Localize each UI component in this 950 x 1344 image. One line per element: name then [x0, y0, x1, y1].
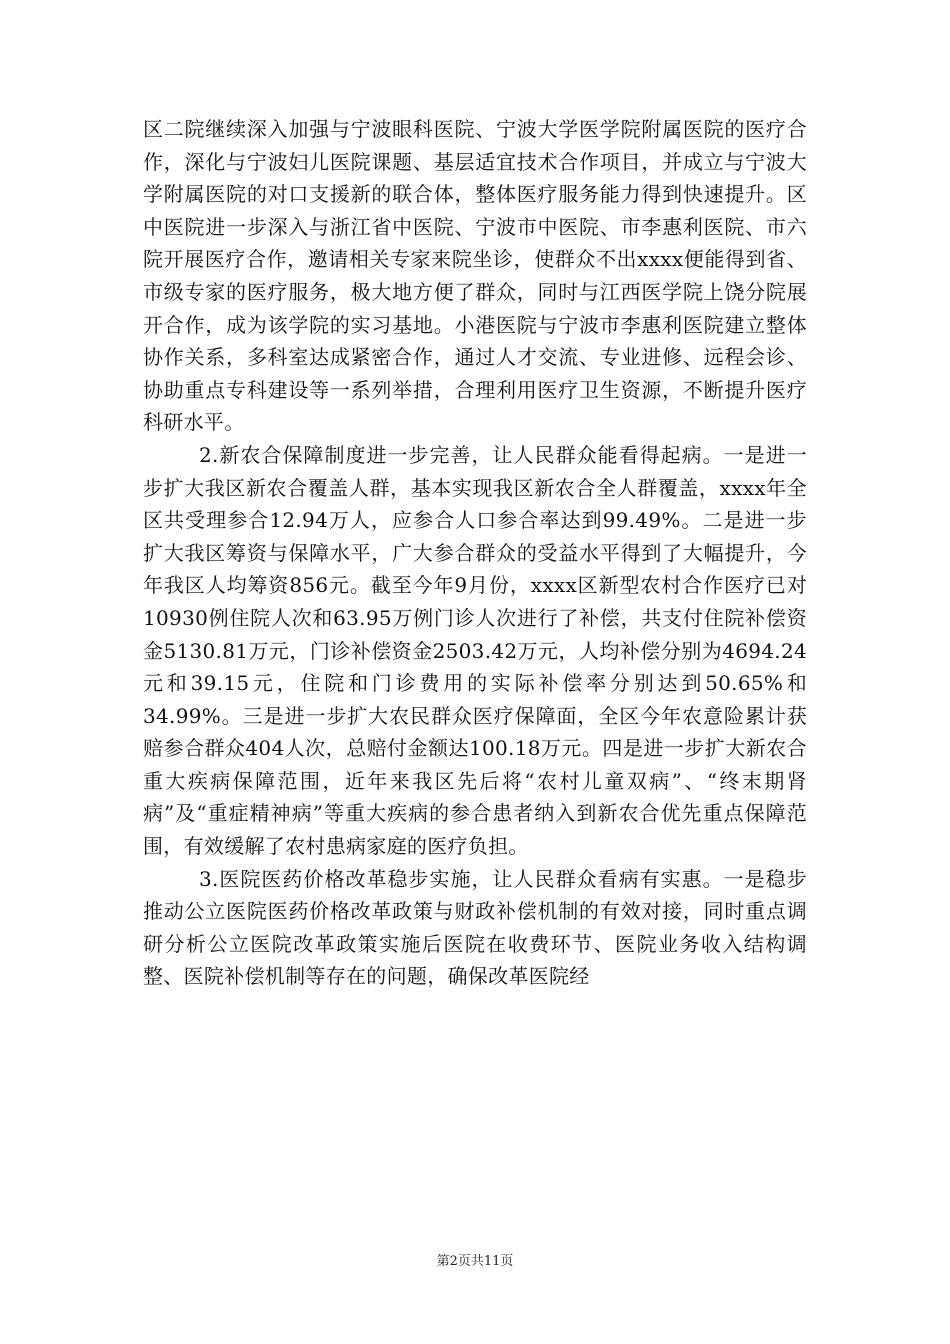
- paragraph-section-3: 3.医院医药价格改革稳步实施，让人民群众看病有实惠。一是稳步推动公立医院医药价格改革政策与财政补偿机制的有效对接，同时重点调研分析公立医院改革政策实施后医院在收费环节、医院业务收入结构调整、医院补偿机制等存在的问题，确保改革医院经: [143, 866, 807, 989]
- document-body: [143, 113, 807, 993]
- paragraph-section-2: 2.新农合保障制度进一步完善，让人民群众能看得起病。一是进一步扩大我区新农合覆盖人群，基本实现我区新农合全人群覆盖，xxxx年全区共受理参合12.94万人，应参合人口参合率达到99.49%。二是进一步扩大我区筹资与保障水平，广大参合群众的受益水平得到了大幅提升，今年我区人均筹资856元。截至今年9月份，xxxx区新型农村合作医疗已对10930例住院人次和63.95万例门诊人次进行了补偿，共支付住院补偿资金5130.81万元，门诊补偿资金2503.42万元，人均补偿分别为4694.24元和39.15元，住院和门诊费用的实际补偿率分别达到50.65%和34.99%。三是进一步扩大农民群众医疗保障面，全区今年农意险累计获赔参合群众404人次，总赔付金额达100.18万元。四是进一步扩大新农合重大疾病保障范围，近年来我区先后将“农村儿童双病”、“终末期肾病”及“重症精神病”等重大疾病的参合患者纳入到新农合优先重点保障范围，有效缓解了农村患病家庭的医疗负担。: [143, 442, 807, 859]
- page-number-footer: 第2页共11页: [436, 1254, 514, 1269]
- paragraph-continuation: 区二院继续深入加强与宁波眼科医院、宁波大学医学院附属医院的医疗合作，深化与宁波妇儿医院课题、基层适宜技术合作项目，并成立与宁波大学附属医院的对口支援新的联合体，整体医疗服务能力得到快速提升。区中医院进一步深入与浙江省中医院、宁波市中医院、市李惠利医院、市六院开展医疗合作，邀请相关专家来院坐诊，使群众不出xxxx便能得到省、市级专家的医疗服务，极大地方便了群众，同时与江西医学院上饶分院展开合作，成为该学院的实习基地。小港医院与宁波市李惠利医院建立整体协作关系，多科室达成紧密合作，通过人才交流、专业进修、远程会诊、协助重点专科建设等一系列举措，合理利用医疗卫生资源，不断提升医疗科研水平。: [143, 117, 807, 435]
